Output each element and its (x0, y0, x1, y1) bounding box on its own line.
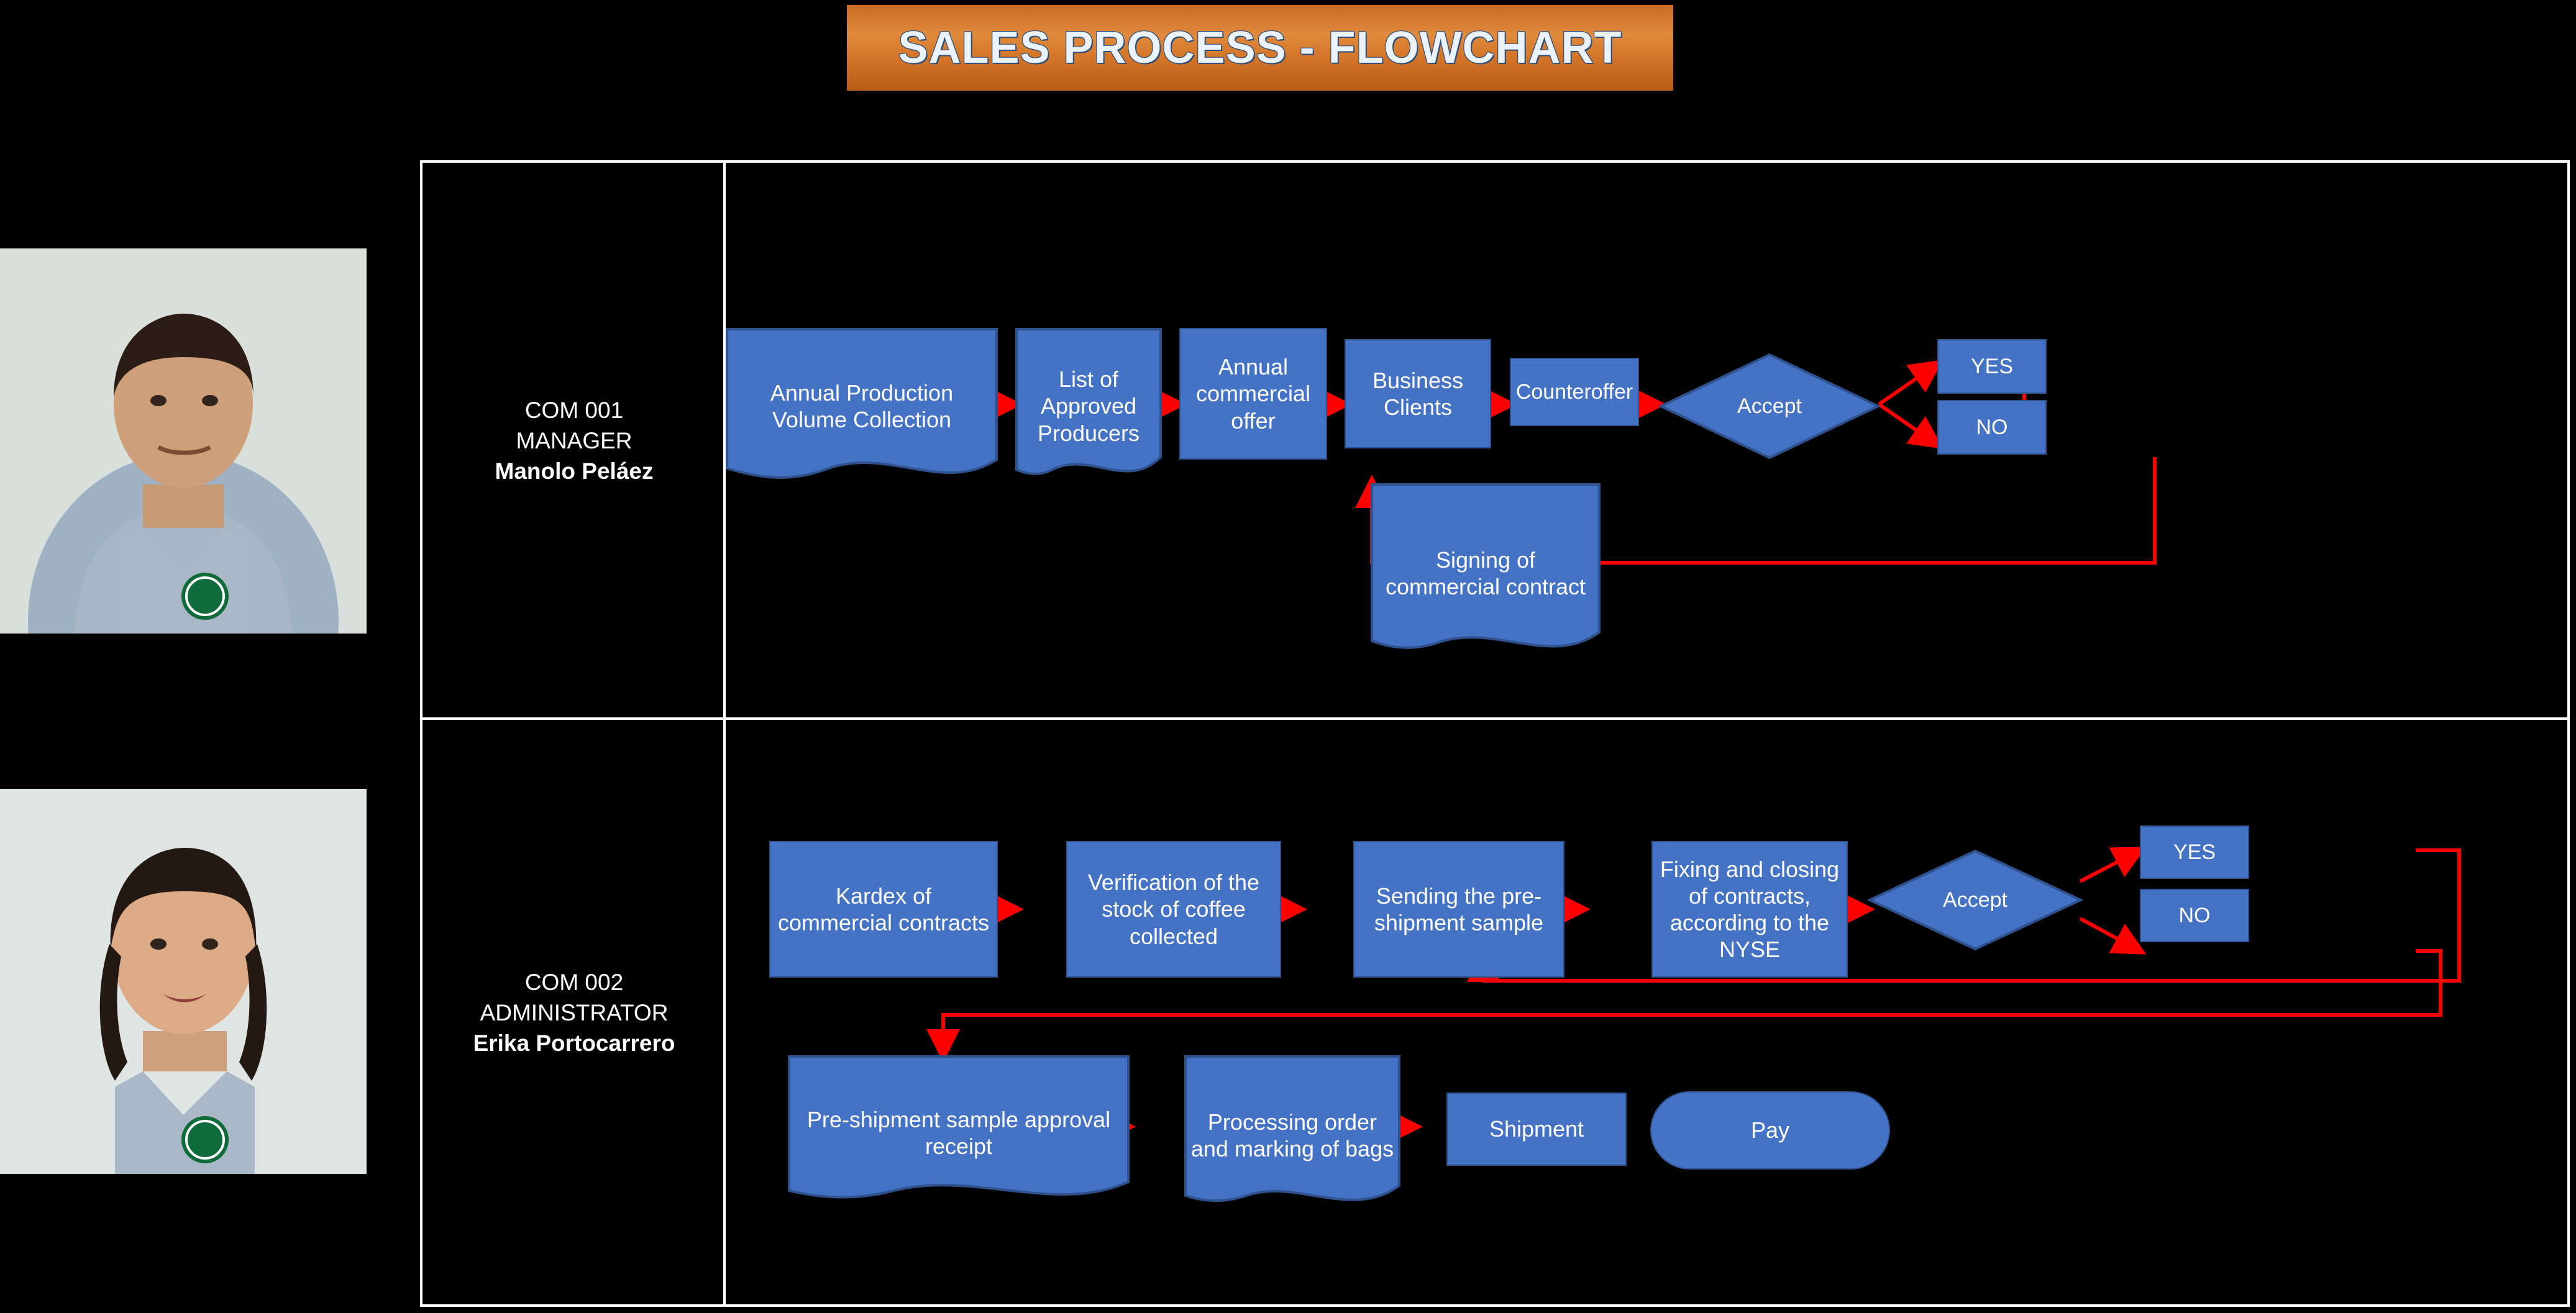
lane-label-com-002 (425, 720, 723, 1307)
node-label: Accept (1943, 888, 2007, 912)
node-label: List of Approved Producers (1037, 366, 1140, 446)
node-sending-pre-shipment-sample (1353, 841, 1564, 978)
lane-label-com-001 (425, 165, 723, 717)
lane-person: Manolo Peláez (495, 458, 654, 484)
node-kardex-of-commercial-contracts (769, 841, 998, 978)
node-list-of-approved-producers (1015, 328, 1162, 484)
node-label: Verification of the stock of coffee collected (1087, 870, 1260, 949)
node-accept-yes (1937, 339, 2047, 394)
lane-role: MANAGER (516, 428, 633, 454)
connectors-lane-2 (726, 720, 2567, 1307)
node-label: YES (2173, 840, 2216, 864)
node-label: NO (2178, 903, 2211, 927)
node-label: NO (1976, 415, 2008, 439)
node-label: Signing of commercial contract (1385, 547, 1586, 599)
connectors-lane-1 (726, 165, 2567, 717)
node-label: Kardex of commercial contracts (777, 883, 990, 935)
lane-flow-com-002 (726, 720, 2567, 1307)
node-label: Sending the pre-shipment sample (1374, 883, 1544, 935)
node-label: Shipment (1489, 1116, 1584, 1142)
avatar-manager (0, 248, 367, 634)
node-pay (1650, 1091, 1890, 1170)
node-accept-no (1937, 400, 2047, 455)
lane-code: COM 001 (524, 398, 624, 424)
node-business-clients (1345, 339, 1491, 448)
node-label: YES (1970, 354, 2014, 378)
node-counteroffer (1510, 358, 1639, 426)
title-banner (847, 5, 1673, 91)
node-label: Fixing and closing of contracts, according to the NYSE (1660, 856, 1840, 963)
node-accept-yes-2 (2140, 825, 2249, 879)
node-label: Accept (1737, 394, 1802, 418)
node-label: Annual Production Volume Collection (770, 379, 954, 432)
node-label: Pay (1750, 1117, 1790, 1143)
node-pre-shipment-sample-approval-receipt (788, 1055, 1130, 1211)
lane-flow-com-001 (726, 165, 2567, 717)
node-label: Processing order and marking of bags (1190, 1109, 1394, 1161)
node-accept-decision (1659, 353, 1880, 460)
node-accept-no-2 (2140, 889, 2249, 942)
lane-code: COM 002 (524, 970, 624, 996)
node-label: Pre-shipment sample approval receipt (806, 1106, 1111, 1159)
node-annual-commercial-offer (1179, 328, 1327, 460)
node-label: Business Clients (1372, 367, 1464, 420)
avatar-administrator (0, 789, 367, 1174)
lane-role: ADMINISTRATOR (480, 1000, 669, 1026)
node-signing-of-commercial-contract (1371, 483, 1601, 663)
node-accept-decision-2 (1868, 849, 2083, 951)
node-label: Counteroffer (1515, 379, 1633, 404)
node-label: Annual commercial offer (1195, 354, 1311, 434)
lane-person: Erika Portocarrero (473, 1030, 675, 1056)
node-annual-production-volume-collection (726, 328, 998, 484)
node-fixing-and-closing-contracts (1651, 841, 1848, 978)
node-verification-of-stock (1066, 841, 1281, 978)
node-shipment (1446, 1093, 1627, 1166)
page-title: SALES PROCESS - FLOWCHART (898, 23, 1622, 73)
flowchart-matrix (420, 160, 2570, 1307)
node-processing-order-and-marking-of-bags (1184, 1055, 1400, 1215)
